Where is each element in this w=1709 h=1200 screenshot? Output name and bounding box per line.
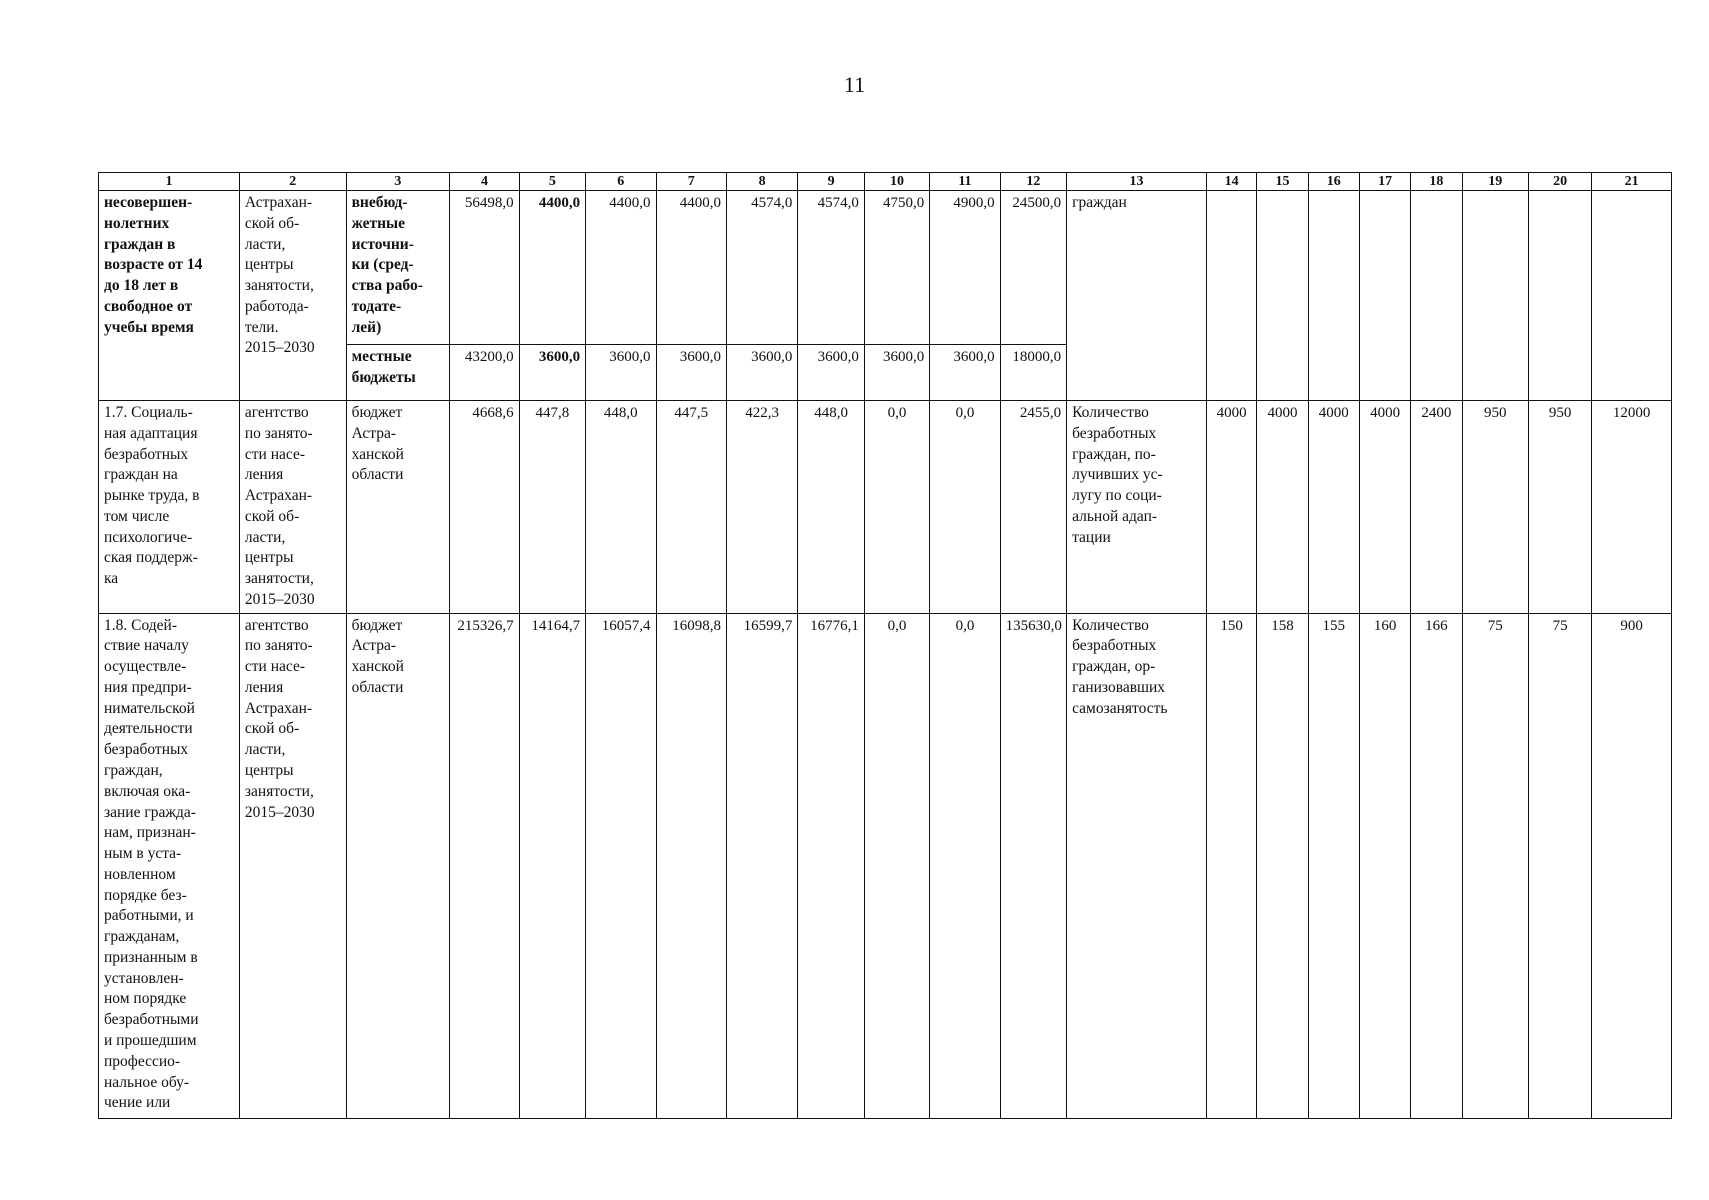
- funding-value: 16776,1: [798, 613, 864, 1118]
- target-value: [1359, 191, 1410, 401]
- funding-value: 16599,7: [726, 613, 797, 1118]
- funding-value: 448,0: [586, 401, 656, 614]
- funding-source: внебюд- жетные источни- ки (сред- ства рабо- тодате- лей): [346, 191, 450, 345]
- col-header: 17: [1359, 173, 1410, 191]
- funding-value: 3600,0: [726, 345, 797, 401]
- measure-name: несовершен- нолетних граждан в возрасте от 14 до 18 лет в свободное от учебы время: [99, 191, 240, 401]
- funding-value: 448,0: [798, 401, 864, 614]
- funding-value: 16098,8: [656, 613, 726, 1118]
- funding-value: 4900,0: [930, 191, 1000, 345]
- col-header: 4: [450, 173, 519, 191]
- funding-value: 3600,0: [656, 345, 726, 401]
- funding-value: 14164,7: [519, 613, 585, 1118]
- indicator-cell: Количество безработных граждан, по- лучивших ус- лугу по соци- альной адап- тации: [1067, 401, 1207, 614]
- funding-value: 4400,0: [586, 191, 656, 345]
- indicator-cell: граждан: [1067, 191, 1207, 401]
- executor-cell: агентство по занято- сти насе- ления Астрахан- ской об- ласти, центры занятости, 2015–2030: [239, 401, 346, 614]
- funding-value: 3600,0: [798, 345, 864, 401]
- executor-cell: Астрахан- ской об- ласти, центры занятости, работода- тели. 2015–2030: [239, 191, 346, 401]
- target-value: 75: [1462, 613, 1528, 1118]
- col-header: 15: [1257, 173, 1308, 191]
- target-value: [1528, 191, 1591, 401]
- col-header: 19: [1462, 173, 1528, 191]
- col-header: 20: [1528, 173, 1591, 191]
- funding-value: 4574,0: [798, 191, 864, 345]
- target-value: [1308, 191, 1359, 401]
- target-value: 950: [1528, 401, 1591, 614]
- funding-value: 4400,0: [519, 191, 585, 345]
- funding-value: 215326,7: [450, 613, 519, 1118]
- funding-value: 3600,0: [930, 345, 1000, 401]
- indicator-cell: Количество безработных граждан, ор- ганизовавших самозанятость: [1067, 613, 1207, 1118]
- funding-source: бюджет Астра- ханской области: [346, 401, 450, 614]
- col-header: 2: [239, 173, 346, 191]
- target-value: [1592, 191, 1672, 401]
- col-header: 12: [1000, 173, 1066, 191]
- funding-value: 24500,0: [1000, 191, 1066, 345]
- target-value: 2400: [1411, 401, 1462, 614]
- funding-value: 4750,0: [864, 191, 929, 345]
- col-header: 14: [1206, 173, 1256, 191]
- target-value: [1462, 191, 1528, 401]
- target-value: 4000: [1359, 401, 1410, 614]
- funding-value: 422,3: [726, 401, 797, 614]
- funding-source: бюджет Астра- ханской области: [346, 613, 450, 1118]
- col-header: 6: [586, 173, 656, 191]
- funding-value: 0,0: [930, 613, 1000, 1118]
- page-number: 11: [843, 72, 866, 97]
- funding-value: 0,0: [864, 401, 929, 614]
- target-value: 155: [1308, 613, 1359, 1118]
- funding-value: 3600,0: [519, 345, 585, 401]
- funding-value: 2455,0: [1000, 401, 1066, 614]
- target-value: 950: [1462, 401, 1528, 614]
- executor-cell: агентство по занято- сти насе- ления Астрахан- ской об- ласти, центры занятости, 2015–2030: [239, 613, 346, 1118]
- target-value: 158: [1257, 613, 1308, 1118]
- col-header: 21: [1592, 173, 1672, 191]
- target-value: 4000: [1308, 401, 1359, 614]
- table-row: [99, 613, 1672, 1118]
- col-header: 3: [346, 173, 450, 191]
- col-header: 16: [1308, 173, 1359, 191]
- header-row: [99, 173, 1672, 191]
- target-value: [1206, 191, 1256, 401]
- funding-value: 18000,0: [1000, 345, 1066, 401]
- funding-value: 447,8: [519, 401, 585, 614]
- funding-value: 0,0: [930, 401, 1000, 614]
- col-header: 18: [1411, 173, 1462, 191]
- col-header: 13: [1067, 173, 1207, 191]
- target-value: 75: [1528, 613, 1591, 1118]
- funding-value: 135630,0: [1000, 613, 1066, 1118]
- target-value: 900: [1592, 613, 1672, 1118]
- col-header: 10: [864, 173, 929, 191]
- funding-value: 43200,0: [450, 345, 519, 401]
- col-header: 1: [99, 173, 240, 191]
- col-header: 8: [726, 173, 797, 191]
- col-header: 9: [798, 173, 864, 191]
- target-value: 12000: [1592, 401, 1672, 614]
- target-value: 4000: [1206, 401, 1256, 614]
- col-header: 11: [930, 173, 1000, 191]
- program-measures-table: [98, 172, 1672, 1119]
- funding-value: 4668,6: [450, 401, 519, 614]
- funding-value: 447,5: [656, 401, 726, 614]
- table-row: [99, 191, 1672, 345]
- target-value: 4000: [1257, 401, 1308, 614]
- funding-value: 16057,4: [586, 613, 656, 1118]
- measure-name: 1.8. Содей- ствие началу осуществле- ния предпри- нимательской деятельности безработных граждан, включая ока- зание гражда- нам, признан- ным в уста- новленном порядке без- работными, и гражданам, признанным в установлен- ном порядке безработными и прошедшим профессио- нальное обу- чение или: [99, 613, 240, 1118]
- col-header: 5: [519, 173, 585, 191]
- target-value: [1257, 191, 1308, 401]
- target-value: 166: [1411, 613, 1462, 1118]
- funding-value: 3600,0: [586, 345, 656, 401]
- target-value: 150: [1206, 613, 1256, 1118]
- target-value: [1411, 191, 1462, 401]
- funding-value: 56498,0: [450, 191, 519, 345]
- funding-value: 4574,0: [726, 191, 797, 345]
- funding-value: 4400,0: [656, 191, 726, 345]
- funding-source: местные бюджеты: [346, 345, 450, 401]
- measure-name: 1.7. Социаль- ная адаптация безработных граждан на рынке труда, в том числе психологиче- ская поддерж- ка: [99, 401, 240, 614]
- table-row: [99, 401, 1672, 614]
- funding-value: 0,0: [864, 613, 929, 1118]
- funding-value: 3600,0: [864, 345, 929, 401]
- col-header: 7: [656, 173, 726, 191]
- target-value: 160: [1359, 613, 1410, 1118]
